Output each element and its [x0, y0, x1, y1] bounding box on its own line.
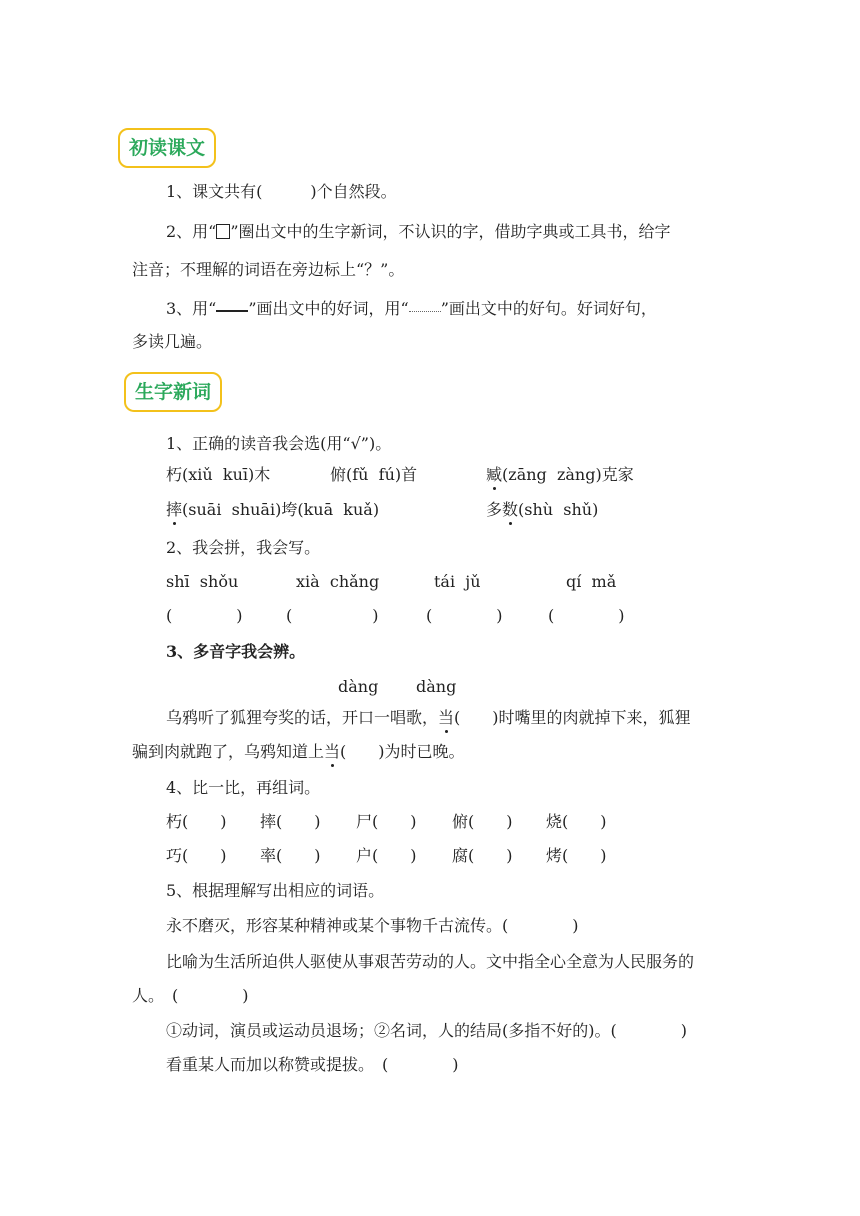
reading-item: 臧(zāng zàng)克家: [486, 465, 634, 484]
pinyin-word: tái jǔ: [434, 572, 481, 591]
definition-2: 比喻为生活所迫供人驱使从事艰苦劳动的人。文中指全心全意为人民服务的: [166, 952, 695, 971]
compare-item: 腐( ): [452, 846, 513, 865]
story-line-1: 乌鸦听了狐狸夸奖的话，开口一唱歌，当( )时嘴里的肉就掉下来，狐狸: [166, 708, 691, 727]
definition-4: 看重某人而加以称赞或提拔。 ( ): [166, 1055, 459, 1074]
question-definitions: 5、根据理解写出相应的词语。: [166, 881, 385, 900]
question-choose-pronunciation: 1、正确的读音我会选(用“√”)。: [166, 434, 392, 453]
question-circle-words: 2、用“ ”圈出文中的生字新词，不认识的字，借助字典或工具书，给字: [166, 222, 671, 241]
answer-blank[interactable]: ( ): [286, 606, 379, 625]
wavy-underline-icon: [409, 299, 441, 312]
question-paragraph-count: 1、课文共有( )个自然段。: [166, 182, 397, 201]
answer-blank[interactable]: ( ): [548, 606, 625, 625]
question-circle-words-line2: 注音；不理解的词语在旁边标上“？”。: [132, 260, 405, 279]
story-line-2: 骗到肉就跑了，乌鸦知道上当( )为时已晚。: [132, 742, 465, 761]
compare-item: 率( ): [260, 846, 321, 865]
compare-item: 朽( ): [166, 812, 227, 831]
definition-1: 永不磨灭，形容某种精神或某个事物千古流传。( ): [166, 916, 579, 935]
question-underline-words-line2: 多读几遍。: [132, 332, 213, 351]
compare-item: 烤( ): [546, 846, 607, 865]
reading-item: 多数(shù shǔ): [486, 500, 599, 519]
question-polyphonic: 3、多音字我会辨。: [166, 642, 306, 661]
straight-underline-icon: [216, 298, 248, 312]
compare-item: 摔( ): [260, 812, 321, 831]
compare-item: 俯( ): [452, 812, 513, 831]
pinyin-word: shī shǒu: [166, 572, 239, 591]
question-underline-words: 3、用“ ”画出文中的好词，用“ ”画出文中的好句。好词好句，: [166, 299, 657, 318]
pinyin-word: xià chǎng: [296, 572, 380, 591]
reading-item: 朽(xiǔ kuī)木: [166, 465, 271, 484]
answer-blank[interactable]: ( ): [426, 606, 503, 625]
pinyin-label-dang: dàng: [416, 677, 457, 696]
question-spell-write: 2、我会拼，我会写。: [166, 538, 321, 557]
compare-item: 户( ): [356, 846, 417, 865]
square-box-icon: [216, 224, 230, 239]
compare-item: 巧( ): [166, 846, 227, 865]
pinyin-label-dang: dàng: [338, 677, 379, 696]
section-title-new-words: 生字新词: [124, 372, 222, 412]
compare-item: 烧( ): [546, 812, 607, 831]
reading-item: 摔(suāi shuāi)垮(kuā kuǎ): [166, 500, 380, 519]
definition-3: ①动词，演员或运动员退场；②名词，人的结局(多指不好的)。( ): [166, 1021, 687, 1040]
pinyin-word: qí mǎ: [566, 572, 617, 591]
answer-blank[interactable]: ( ): [166, 606, 243, 625]
reading-item: 俯(fǔ fú)首: [330, 465, 418, 484]
compare-item: 尸( ): [356, 812, 417, 831]
section-title-first-reading: 初读课文: [118, 128, 216, 168]
question-compare: 4、比一比，再组词。: [166, 778, 321, 797]
definition-2-line2: 人。 ( ): [132, 986, 249, 1005]
